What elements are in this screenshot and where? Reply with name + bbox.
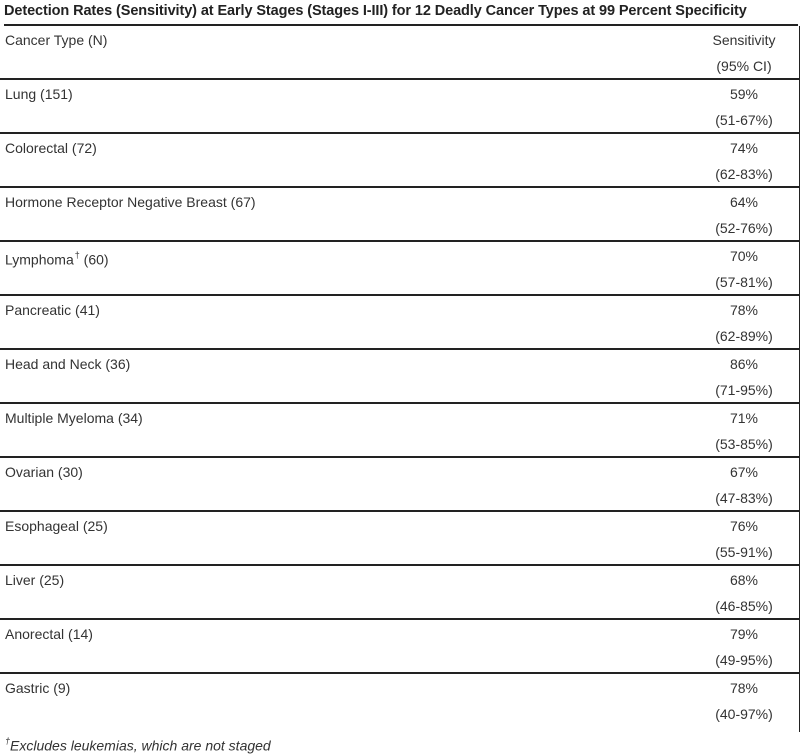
sensitivity-cell: [699, 572, 789, 614]
sensitivity-value: 79%: [729, 626, 759, 642]
cancer-type-cell: [5, 248, 109, 268]
table-title: Detection Rates (Sensitivity) at Early Stages (Stages I-III) for 12 Deadly Cancer Types at 99 Percent Specificity: [4, 0, 798, 26]
cancer-type-name: Lymphoma: [5, 251, 74, 268]
confidence-interval: (51-67%): [715, 112, 773, 128]
sensitivity-cell: [699, 140, 789, 182]
cancer-type-cell: Multiple Myeloma (34): [5, 410, 143, 426]
cancer-type-cell: Pancreatic (41): [5, 302, 100, 318]
table-row: [0, 620, 800, 674]
sensitivity-value: 78%: [729, 302, 759, 318]
sensitivity-cell: [699, 356, 789, 398]
sensitivity-cell: [699, 626, 789, 668]
confidence-interval: (52-76%): [715, 220, 773, 236]
cancer-type-cell: Lung (151): [5, 86, 73, 102]
confidence-interval: (46-85%): [715, 598, 773, 614]
sensitivity-value: 76%: [729, 518, 759, 534]
sensitivity-value: 70%: [729, 248, 759, 264]
dagger-footnote-mark: †: [5, 736, 11, 746]
cancer-type-cell: Hormone Receptor Negative Breast (67): [5, 194, 256, 210]
confidence-interval: (47-83%): [715, 490, 773, 506]
table-footnote: [5, 733, 271, 755]
cancer-type-cell: Gastric (9): [5, 680, 71, 696]
table-row: [0, 134, 800, 188]
sensitivity-value: 64%: [729, 194, 759, 210]
header-ci-label: (95% CI): [716, 58, 772, 74]
confidence-interval: (40-97%): [715, 706, 773, 722]
header-sensitivity-label: Sensitivity: [712, 32, 776, 48]
sensitivity-value: 59%: [729, 86, 759, 102]
confidence-interval: (62-83%): [715, 166, 773, 182]
cancer-type-cell: Colorectal (72): [5, 140, 97, 156]
table-row: [0, 80, 800, 134]
confidence-interval: (53-85%): [715, 436, 773, 452]
table-row: [0, 188, 800, 242]
table-row: [0, 404, 800, 458]
table-header-row: [0, 26, 800, 80]
cancer-type-cell: Head and Neck (36): [5, 356, 131, 372]
sensitivity-value: 67%: [729, 464, 759, 480]
sensitivity-table: [0, 26, 800, 728]
cancer-type-cell: Ovarian (30): [5, 464, 83, 480]
sensitivity-value: 68%: [729, 572, 759, 588]
confidence-interval: (55-91%): [715, 544, 773, 560]
sensitivity-cell: [699, 302, 789, 344]
header-sensitivity: [699, 32, 789, 74]
sensitivity-cell: [699, 680, 789, 722]
sensitivity-value: 71%: [729, 410, 759, 426]
confidence-interval: (57-81%): [715, 274, 773, 290]
confidence-interval: (62-89%): [715, 328, 773, 344]
sensitivity-cell: [699, 248, 789, 290]
sensitivity-cell: [699, 86, 789, 128]
table-row: [0, 512, 800, 566]
sensitivity-value: 86%: [729, 356, 759, 372]
sensitivity-value: 74%: [729, 140, 759, 156]
sensitivity-cell: [699, 410, 789, 452]
cancer-type-count: (60): [79, 251, 109, 268]
cancer-type-cell: Liver (25): [5, 572, 65, 588]
table-row: [0, 566, 800, 620]
table-row: [0, 458, 800, 512]
cancer-type-cell: Anorectal (14): [5, 626, 93, 642]
confidence-interval: (71-95%): [715, 382, 773, 398]
table-row: [0, 242, 800, 296]
sensitivity-value: 78%: [729, 680, 759, 696]
sensitivity-cell: [699, 464, 789, 506]
table-row: [0, 674, 800, 728]
footnote-text: Excludes leukemias, which are not staged: [10, 737, 271, 754]
sensitivity-cell: [699, 518, 789, 560]
dagger-footnote-mark: †: [74, 250, 80, 260]
table-row: [0, 296, 800, 350]
cancer-type-cell: Esophageal (25): [5, 518, 108, 534]
header-cancer-type: Cancer Type (N): [5, 32, 108, 48]
confidence-interval: (49-95%): [715, 652, 773, 668]
sensitivity-cell: [699, 194, 789, 236]
table-row: [0, 350, 800, 404]
